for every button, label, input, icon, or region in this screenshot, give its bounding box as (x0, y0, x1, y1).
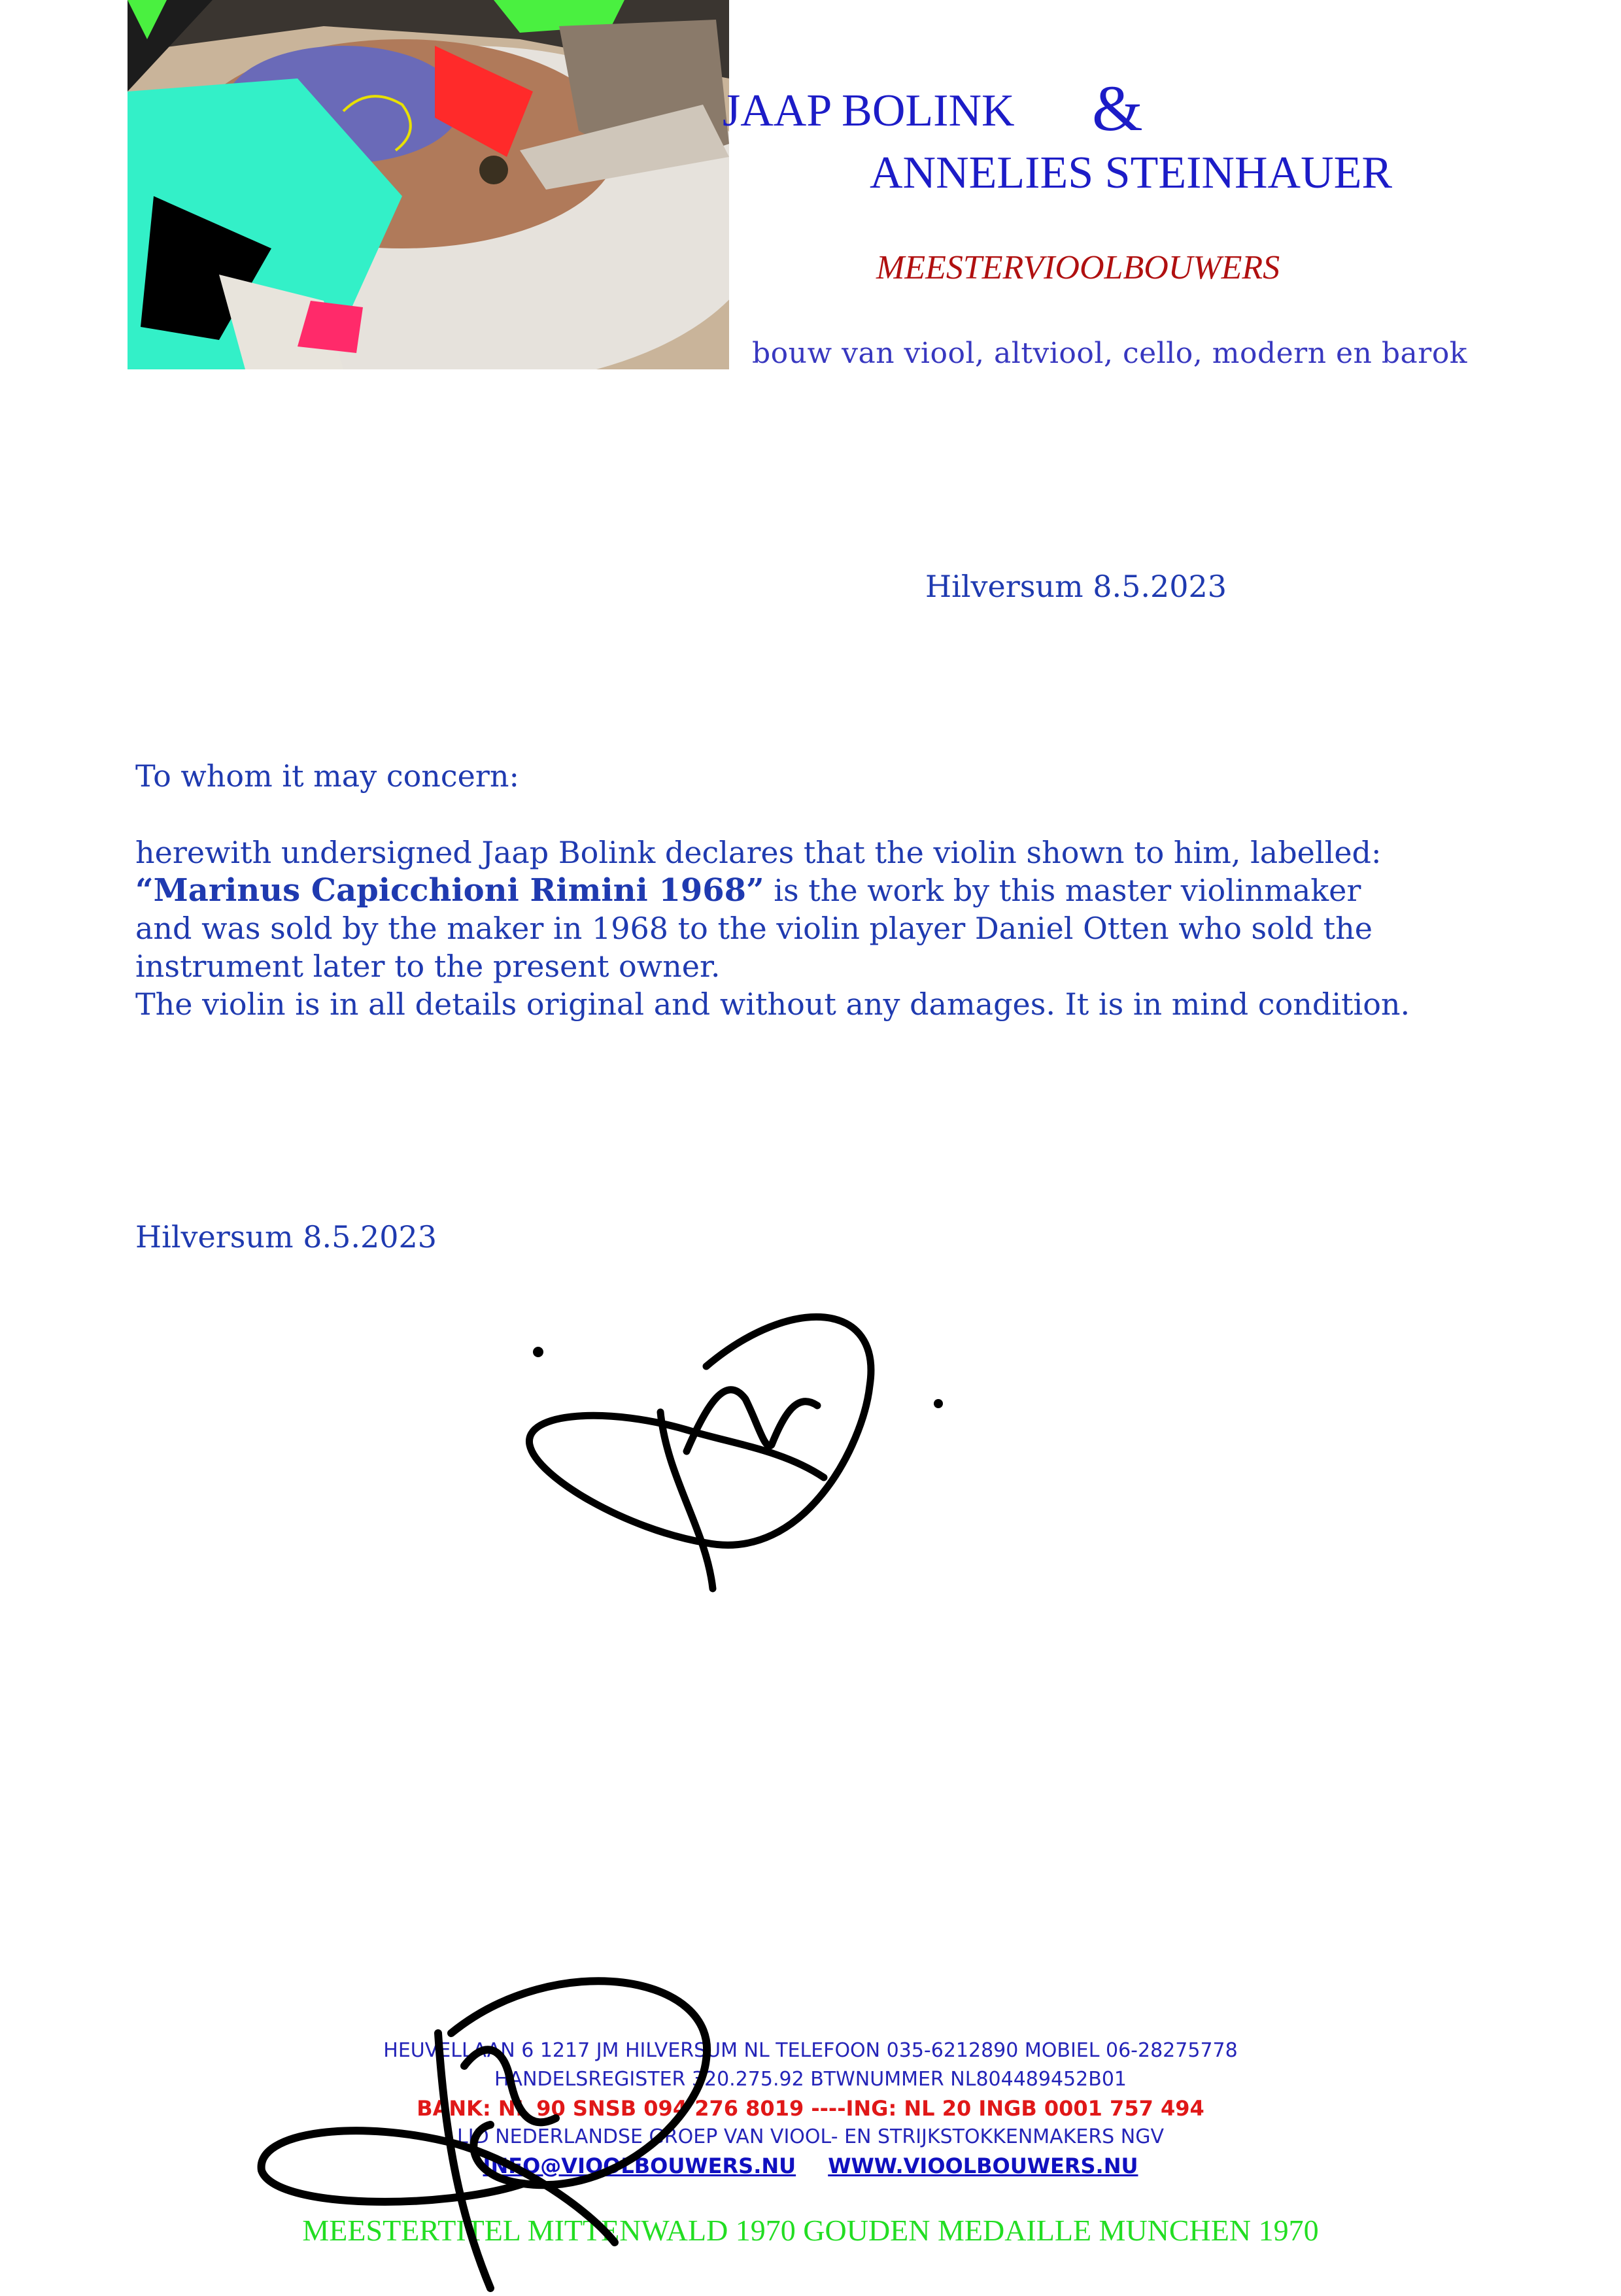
header-name-jaap-bolink: JAAP BOLINK (723, 86, 1015, 136)
header-name-annelies-steinhauer: ANNELIES STEINHAUER (870, 148, 1393, 198)
header-title: MEESTERVIOOLBOUWERS (876, 249, 1280, 286)
footer-bank: BANK: NL 90 SNSB 094 276 8019 ----ING: NL 20 INGB 0001 757 494 (417, 2096, 1204, 2121)
signature (510, 1281, 968, 1608)
footer-address: HEUVELLAAN 6 1217 JM HILVERSUM NL TELEFOON 035-6212890 MOBIEL 06-28275778 (383, 2039, 1238, 2062)
footer-links (0, 2152, 1621, 2182)
footer-membership: LID NEDERLANDSE GROEP VAN VIOOL- EN STRIJKSTOKKENMAKERS NGV (457, 2125, 1164, 2148)
violin-label: “Marinus Capicchioni Rimini 1968” (135, 872, 764, 909)
footer-website-link[interactable]: WWW.VIOOLBOUWERS.NU (828, 2153, 1138, 2178)
letter-line-4: instrument later to the present owner. (135, 949, 721, 984)
header-photo (128, 0, 729, 369)
letter-line-2-rest: is the work by this master violinmaker (764, 873, 1361, 908)
signature-overlay (248, 1935, 745, 2293)
header-tagline: bouw van viool, altviool, cello, modern en barok (752, 337, 1467, 370)
letter-line-2 (135, 871, 1541, 909)
header-ampersand: & (1092, 72, 1143, 144)
footer (0, 2036, 1621, 2182)
letter-line-3: and was sold by the maker in 1968 to the violin player Daniel Otten who sold the (135, 911, 1373, 946)
footer-email-link[interactable]: INFO@VIOOLBOUWERS.NU (483, 2153, 796, 2178)
letter-date-bottom: Hilversum 8.5.2023 (135, 1219, 437, 1255)
letter-date-top: Hilversum 8.5.2023 (925, 569, 1227, 604)
footer-registry: HANDELSREGISTER 320.275.92 BTWNUMMER NL804489452B01 (494, 2068, 1127, 2091)
footer-award: MEESTERTITEL MITTENWALD 1970 GOUDEN MEDAILLE MUNCHEN 1970 (302, 2214, 1319, 2247)
letter-body (135, 834, 1541, 1023)
letter-salutation: To whom it may concern: (135, 758, 520, 794)
letter-line-5: The violin is in all details original and without any damages. It is in mind condition. (135, 987, 1410, 1022)
letter-line-1: herewith undersigned Jaap Bolink declares that the violin shown to him, labelled: (135, 835, 1382, 870)
